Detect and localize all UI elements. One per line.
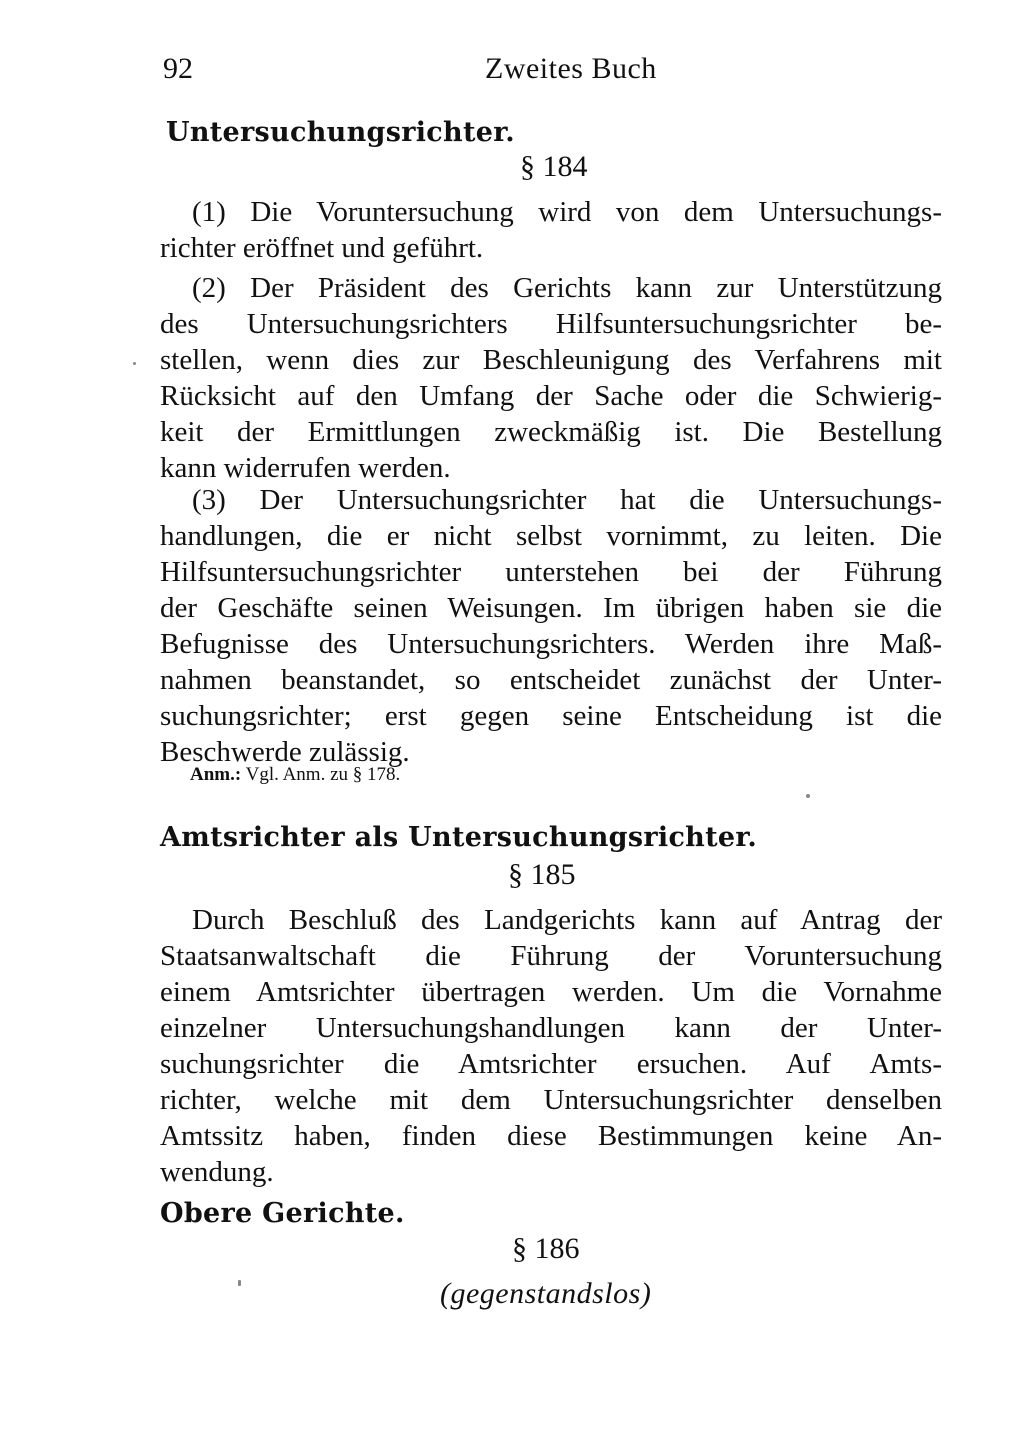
text-line: keit der Ermittlungen zweckmäßig ist. Die Bestellung	[160, 416, 942, 448]
paragraph-mark-185: § 185	[508, 858, 576, 891]
note-text: Vgl. Anm. zu § 178.	[245, 764, 401, 785]
status-note: (gegenstandslos)	[440, 1277, 652, 1310]
text-line: kann widerrufen werden.	[160, 452, 451, 484]
note-label: Anm.:	[190, 764, 242, 785]
section-heading-186: Obere Gerichte.	[160, 1198, 405, 1229]
text-line: stellen, wenn dies zur Beschleunigung des Verfahrens mit	[160, 344, 942, 376]
text-line: handlungen, die er nicht selbst vornimmt, zu leiten. Die	[160, 520, 942, 552]
text-line: Amtssitz haben, finden diese Bestimmungen keine An-	[160, 1120, 942, 1152]
text-line: nahmen beanstandet, so entscheidet zunächst der Unter-	[160, 664, 942, 696]
text-line: einzelner Untersuchungshandlungen kann der Unter-	[160, 1012, 942, 1044]
scan-speck	[238, 1280, 241, 1286]
scan-speck	[806, 794, 810, 798]
text-line: richter, welche mit dem Untersuchungsrichter denselben	[160, 1084, 942, 1116]
paragraph-185-1	[160, 902, 942, 1190]
text-line: Befugnisse des Untersuchungsrichters. Werden ihre Maß-	[160, 628, 942, 660]
paragraph-mark-184: § 184	[520, 150, 588, 183]
page-header	[163, 52, 943, 92]
paragraph-184-2	[160, 270, 942, 486]
text-line: Rücksicht auf den Umfang der Sache oder die Schwierig-	[160, 380, 942, 412]
text-line: suchungsrichter die Amtsrichter ersuchen. Auf Amts-	[160, 1048, 942, 1080]
page-number: 92	[163, 52, 193, 85]
scan-speck	[133, 362, 136, 365]
text-line: Beschwerde zulässig.	[160, 736, 410, 768]
text-line: Durch Beschluß des Landgerichts kann auf Antrag der	[192, 904, 942, 936]
text-line: wendung.	[160, 1156, 274, 1188]
section-heading-185: Amtsrichter als Untersuchungsrichter.	[160, 822, 758, 853]
text-line: der Geschäfte seinen Weisungen. Im übrigen haben sie die	[160, 592, 942, 624]
text-line: Staatsanwaltschaft die Führung der Voruntersuchung	[160, 940, 942, 972]
text-line: (2) Der Präsident des Gerichts kann zur Unterstützung	[192, 272, 942, 304]
text-line: (1) Die Voruntersuchung wird von dem Untersuchungs-	[192, 196, 942, 228]
running-head: Zweites Buch	[485, 52, 657, 85]
text-line: suchungsrichter; erst gegen seine Entscheidung ist die	[160, 700, 942, 732]
paragraph-184-1	[160, 194, 942, 266]
section-heading-184: Untersuchungsrichter.	[166, 117, 515, 148]
text-line: (3) Der Untersuchungsrichter hat die Untersuchungs-	[192, 484, 942, 516]
annotation-note	[190, 764, 400, 786]
paragraph-184-3	[160, 482, 942, 770]
text-line: des Untersuchungsrichters Hilfsuntersuchungsrichter be-	[160, 308, 942, 340]
text-line: einem Amtsrichter übertragen werden. Um die Vornahme	[160, 976, 942, 1008]
paragraph-mark-186: § 186	[512, 1232, 580, 1265]
text-line: Hilfsuntersuchungsrichter unterstehen bei der Führung	[160, 556, 942, 588]
text-line: richter eröffnet und geführt.	[160, 232, 484, 264]
